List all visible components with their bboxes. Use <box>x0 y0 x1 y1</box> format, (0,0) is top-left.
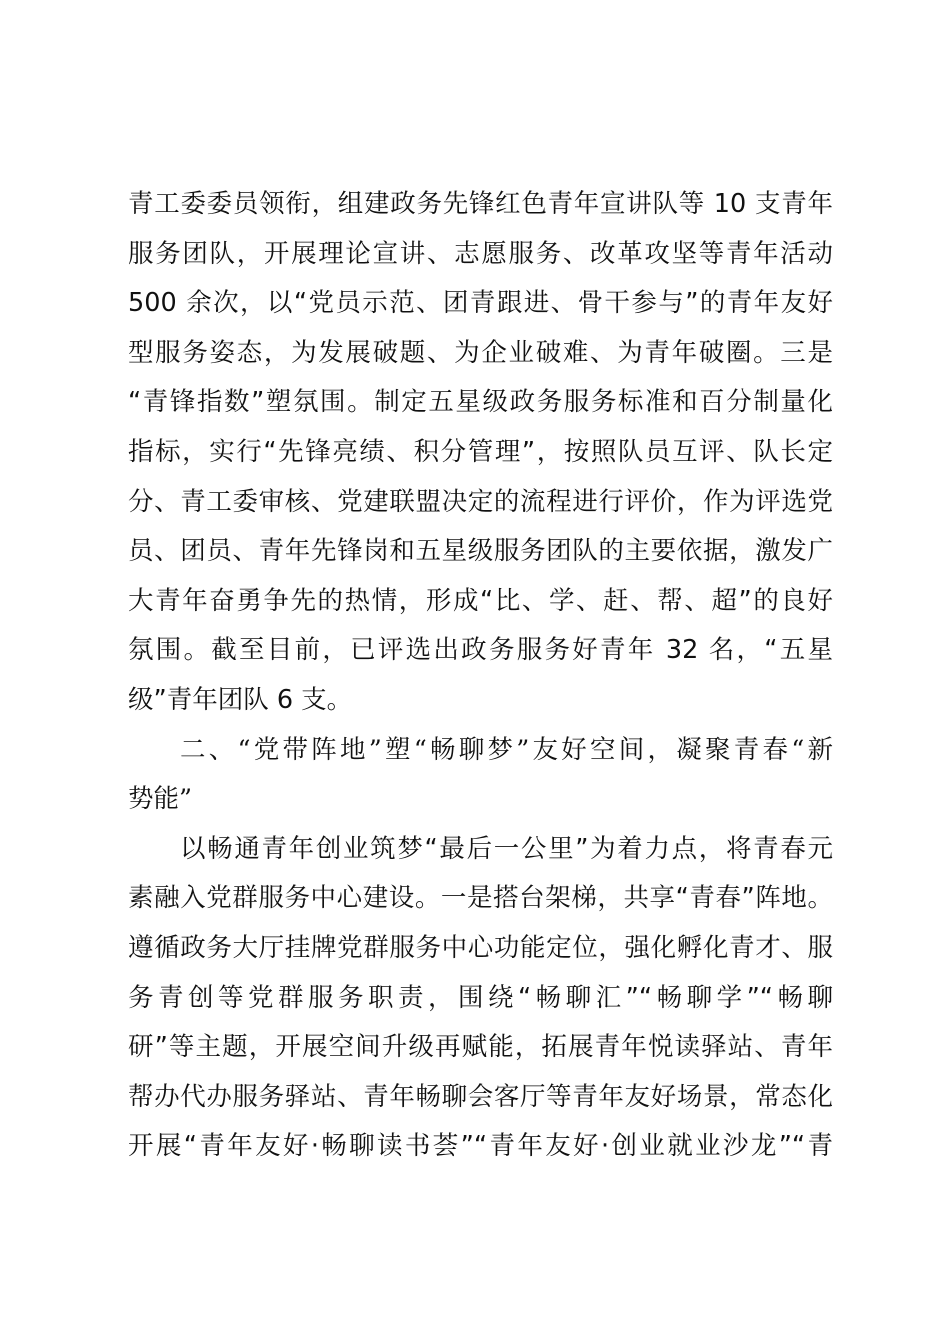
text-line: 开展“青年友好·畅聊读书荟”“青年友好·创业就业沙龙”“青 <box>128 1131 833 1162</box>
text-line: 帮办代办服务驿站、青年畅聊会客厅等青年友好场景，常态化 <box>128 1081 833 1112</box>
text-line: 型服务姿态，为发展破题、为企业破难、为青年破圈。三是 <box>128 337 833 368</box>
text-line: 氛围。截至目前，已评选出政务服务好青年 32 名，“五星 <box>128 635 833 666</box>
paragraph-start-line: 以畅通青年创业筑梦“最后一公里”为着力点，将青春元 <box>180 833 833 864</box>
text-line: 服务团队，开展理论宣讲、志愿服务、改革攻坚等青年活动 <box>128 238 833 269</box>
paragraph-end-line: 级”青年团队 6 支。 <box>128 684 353 715</box>
text-line: “青锋指数”塑氛围。制定五星级政务服务标准和百分制量化 <box>128 387 833 418</box>
text-line: 务青创等党群服务职责，围绕“畅聊汇”“畅聊学”“畅聊 <box>128 982 833 1013</box>
text-line: 指标，实行“先锋亮绩、积分管理”，按照队员互评、队长定 <box>128 436 833 467</box>
text-line: 大青年奋勇争先的热情，形成“比、学、赶、帮、超”的良好 <box>128 585 833 616</box>
body-text <box>128 180 833 1172</box>
section-heading-line: 二、“党带阵地”塑“畅聊梦”友好空间，凝聚青春“新 <box>180 734 833 765</box>
text-line: 500 余次，以“党员示范、团青跟进、骨干参与”的青年友好 <box>128 288 833 319</box>
text-line: 研”等主题，开展空间升级再赋能，拓展青年悦读驿站、青年 <box>128 1032 833 1063</box>
section-heading-end-line: 势能” <box>128 784 193 815</box>
text-line: 员、团员、青年先锋岗和五星级服务团队的主要依据，激发广 <box>128 536 833 567</box>
text-line: 素融入党群服务中心建设。一是搭台架梯，共享“青春”阵地。 <box>128 883 833 914</box>
text-line: 分、青工委审核、党建联盟决定的流程进行评价，作为评选党 <box>128 486 833 517</box>
text-line: 遵循政务大厅挂牌党群服务中心功能定位，强化孵化青才、服 <box>128 932 833 963</box>
text-line: 青工委委员领衔，组建政务先锋红色青年宣讲队等 10 支青年 <box>128 189 833 219</box>
